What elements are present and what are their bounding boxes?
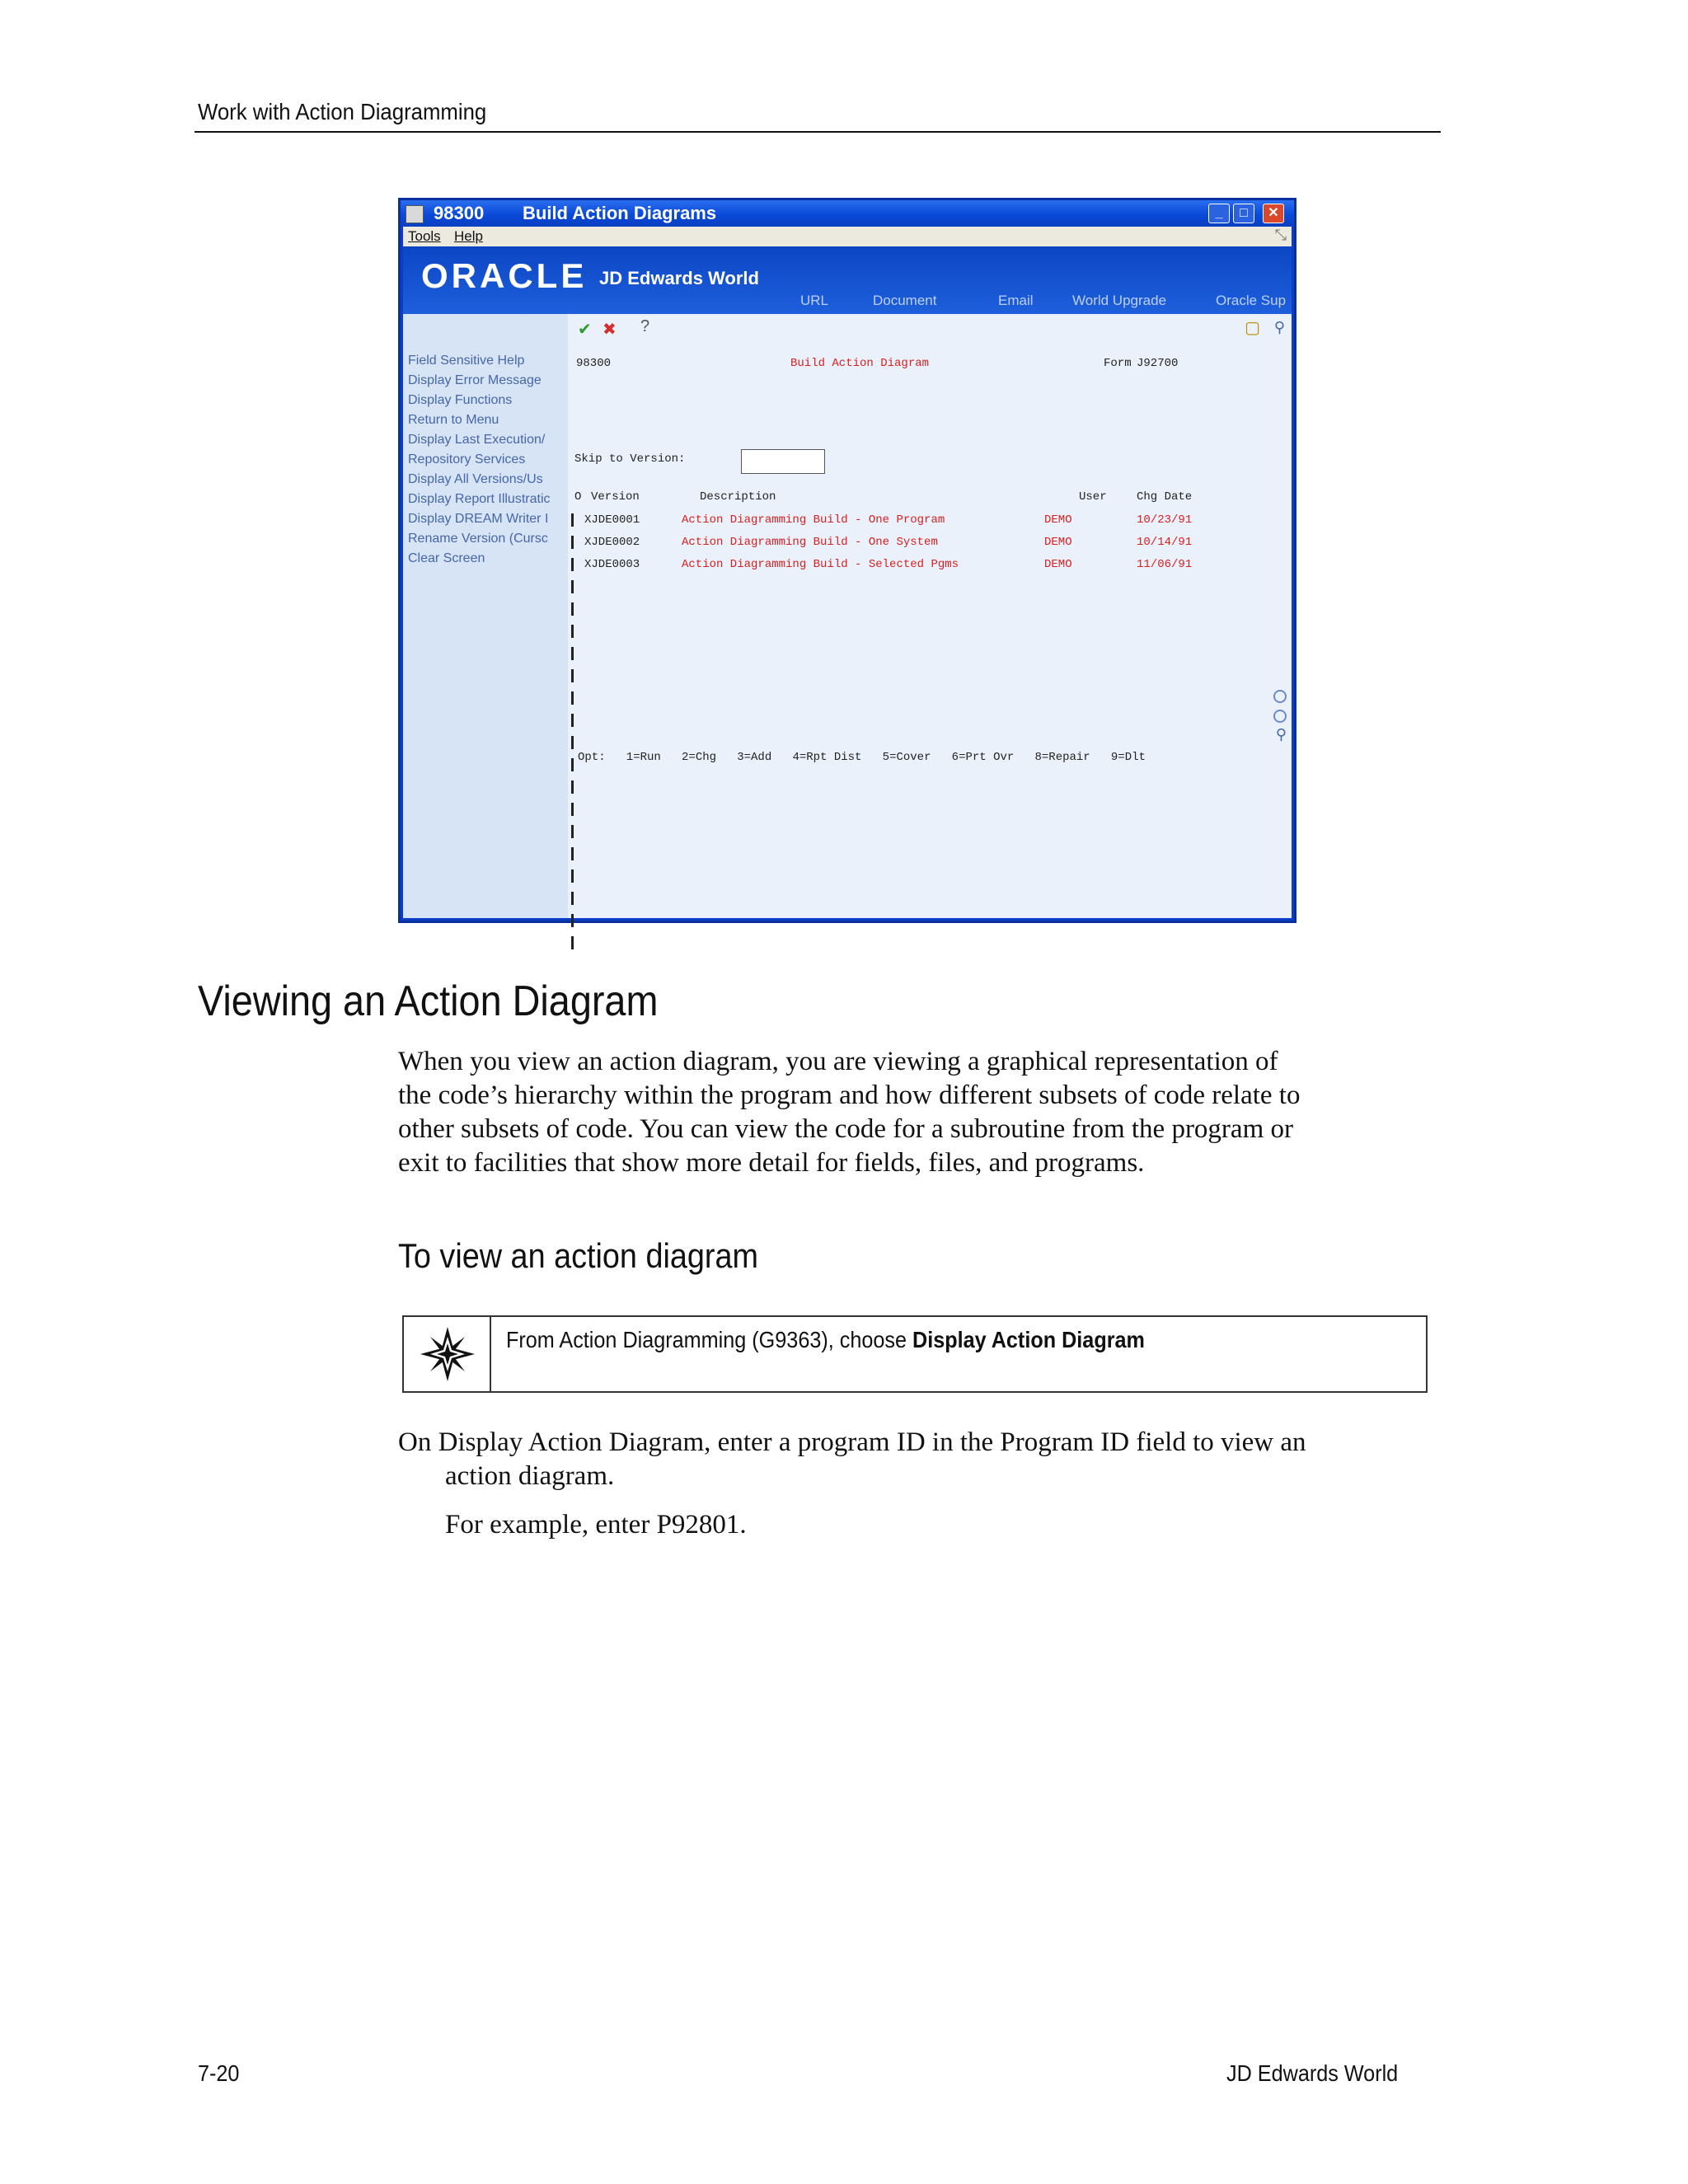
sidebar-item-repository[interactable]: Repository Services bbox=[408, 452, 526, 466]
sidebar-item-report-illustration[interactable]: Display Report Illustratic bbox=[408, 492, 551, 506]
footer-product: JD Edwards World bbox=[1226, 2060, 1399, 2086]
product-name: JD Edwards World bbox=[599, 268, 759, 288]
resize-icon: ⤡ bbox=[1274, 227, 1287, 243]
col-chg-date: Chg Date bbox=[1137, 490, 1193, 504]
row-user: DEMO bbox=[1044, 513, 1072, 527]
col-description: Description bbox=[700, 490, 776, 504]
option-legend: Opt: 1=Run 2=Chg 3=Add 4=Rpt Dist 5=Cover 6=Prt Ovr 8=Repair 9=Dlt bbox=[578, 751, 1146, 764]
minimize-icon[interactable]: _ bbox=[1208, 204, 1230, 223]
row-version: XJDE0001 bbox=[584, 513, 640, 527]
option-input[interactable] bbox=[571, 869, 582, 883]
option-input[interactable] bbox=[571, 914, 582, 927]
option-input[interactable] bbox=[571, 558, 582, 571]
navigation-prefix: From Action Diagramming (G9363), choose bbox=[506, 1327, 913, 1352]
nav-url[interactable]: URL bbox=[800, 293, 829, 308]
option-input[interactable] bbox=[571, 936, 582, 949]
row-version: XJDE0003 bbox=[584, 558, 640, 571]
form-title: Build Action Diagram bbox=[790, 357, 930, 370]
option-input[interactable] bbox=[571, 580, 582, 593]
step-line: On Display Action Diagram, enter a program ID in the Program ID field to view an bbox=[398, 1427, 1306, 1457]
col-version: Version bbox=[591, 490, 640, 504]
sidebar-item-last-execution[interactable]: Display Last Execution/ bbox=[408, 433, 546, 447]
scroll-down-icon[interactable] bbox=[1273, 710, 1287, 723]
nav-document[interactable]: Document bbox=[873, 293, 937, 308]
option-input[interactable] bbox=[571, 892, 582, 905]
nav-oracle-support[interactable]: Oracle Sup bbox=[1216, 293, 1287, 308]
navigation-path bbox=[506, 1327, 1145, 1353]
cancel-icon[interactable]: ✖ bbox=[603, 321, 617, 339]
zoom-icon[interactable]: ⚲ bbox=[1275, 726, 1287, 743]
sidebar-item-all-versions[interactable]: Display All Versions/Us bbox=[408, 472, 543, 486]
sidebar-item-error-message[interactable]: Display Error Message bbox=[408, 373, 542, 387]
row-date: 11/06/91 bbox=[1137, 558, 1193, 571]
window-title: Build Action Diagrams bbox=[523, 203, 717, 223]
option-input[interactable] bbox=[571, 602, 582, 616]
section-title: Viewing an Action Diagram bbox=[198, 977, 659, 1025]
procedure-title: To view an action diagram bbox=[398, 1236, 759, 1275]
close-icon[interactable]: ✕ bbox=[1263, 204, 1284, 223]
option-input[interactable] bbox=[571, 714, 582, 727]
form-id-left: 98300 bbox=[576, 357, 612, 370]
search-icon[interactable]: ⚲ bbox=[1273, 319, 1285, 335]
option-input[interactable] bbox=[571, 780, 582, 794]
navigation-compass-icon bbox=[419, 1325, 476, 1383]
form-id-right: J92700 bbox=[1137, 357, 1179, 370]
intro-line: other subsets of code. You can view the code for a subroutine from the program or bbox=[398, 1114, 1293, 1144]
option-input[interactable] bbox=[571, 625, 582, 638]
sidebar-item-functions[interactable]: Display Functions bbox=[408, 393, 513, 407]
page-header: Work with Action Diagramming bbox=[198, 99, 487, 124]
function-sidebar bbox=[403, 314, 568, 918]
option-input[interactable] bbox=[571, 825, 582, 838]
page-number: 7-20 bbox=[198, 2060, 240, 2086]
col-user: User bbox=[1079, 490, 1107, 504]
option-input[interactable] bbox=[571, 536, 582, 549]
scroll-top-icon[interactable] bbox=[1273, 690, 1287, 703]
oracle-logo: ORACLE bbox=[421, 256, 588, 295]
skip-to-version-input[interactable] bbox=[741, 449, 825, 474]
program-number: 98300 bbox=[434, 203, 485, 223]
maximize-icon[interactable]: □ bbox=[1233, 204, 1254, 223]
sidebar-item-clear-screen[interactable]: Clear Screen bbox=[408, 551, 485, 565]
navigation-box bbox=[402, 1315, 1428, 1393]
menu-help[interactable]: Help bbox=[454, 228, 483, 244]
window-titlebar bbox=[401, 200, 1294, 227]
check-icon[interactable]: ✔ bbox=[578, 321, 592, 339]
intro-line: exit to facilities that show more detail for fields, files, and programs. bbox=[398, 1148, 1145, 1178]
oracle-banner bbox=[403, 246, 1292, 314]
row-date: 10/23/91 bbox=[1137, 513, 1193, 527]
option-input[interactable] bbox=[571, 803, 582, 816]
row-description: Action Diagramming Build - Selected Pgms bbox=[682, 558, 959, 571]
row-user: DEMO bbox=[1044, 558, 1072, 571]
nav-email[interactable]: Email bbox=[998, 293, 1034, 308]
row-description: Action Diagramming Build - One Program bbox=[682, 513, 945, 527]
option-input[interactable] bbox=[571, 736, 582, 749]
help-icon[interactable]: ? bbox=[640, 317, 650, 335]
navigation-target: Display Action Diagram bbox=[912, 1327, 1145, 1352]
row-version: XJDE0002 bbox=[584, 536, 640, 549]
skip-label: Skip to Version: bbox=[574, 452, 686, 466]
sidebar-item-return-menu[interactable]: Return to Menu bbox=[408, 413, 499, 427]
row-date: 10/14/91 bbox=[1137, 536, 1193, 549]
intro-line: the code’s hierarchy within the program and how different subsets of code relate to bbox=[398, 1080, 1301, 1110]
row-user: DEMO bbox=[1044, 536, 1072, 549]
col-option: O bbox=[574, 490, 582, 504]
navbox-divider bbox=[490, 1317, 491, 1391]
menu-tools[interactable]: Tools bbox=[408, 228, 441, 244]
option-input[interactable] bbox=[571, 647, 582, 660]
row-description: Action Diagramming Build - One System bbox=[682, 536, 938, 549]
step-line: action diagram. bbox=[445, 1461, 615, 1491]
example-text: For example, enter P92801. bbox=[445, 1510, 747, 1540]
sidebar-item-field-help[interactable]: Field Sensitive Help bbox=[408, 354, 525, 368]
option-input[interactable] bbox=[571, 691, 582, 705]
nav-world-upgrade[interactable]: World Upgrade bbox=[1072, 293, 1167, 308]
app-icon bbox=[406, 205, 424, 223]
screenshot-window bbox=[398, 198, 1296, 923]
form-label: Form bbox=[1104, 357, 1132, 370]
option-input[interactable] bbox=[571, 847, 582, 860]
form-body bbox=[403, 314, 1292, 918]
comment-icon[interactable]: ▢ bbox=[1245, 319, 1260, 337]
option-input[interactable] bbox=[571, 513, 582, 527]
form-content bbox=[568, 314, 1292, 918]
header-rule bbox=[195, 131, 1441, 133]
option-input[interactable] bbox=[571, 669, 582, 682]
menu-bar bbox=[403, 227, 1292, 246]
sidebar-item-rename-version[interactable]: Rename Version (Cursc bbox=[408, 532, 548, 546]
sidebar-item-dream-writer[interactable]: Display DREAM Writer I bbox=[408, 512, 549, 526]
intro-line: When you view an action diagram, you are viewing a graphical representation of bbox=[398, 1047, 1278, 1076]
